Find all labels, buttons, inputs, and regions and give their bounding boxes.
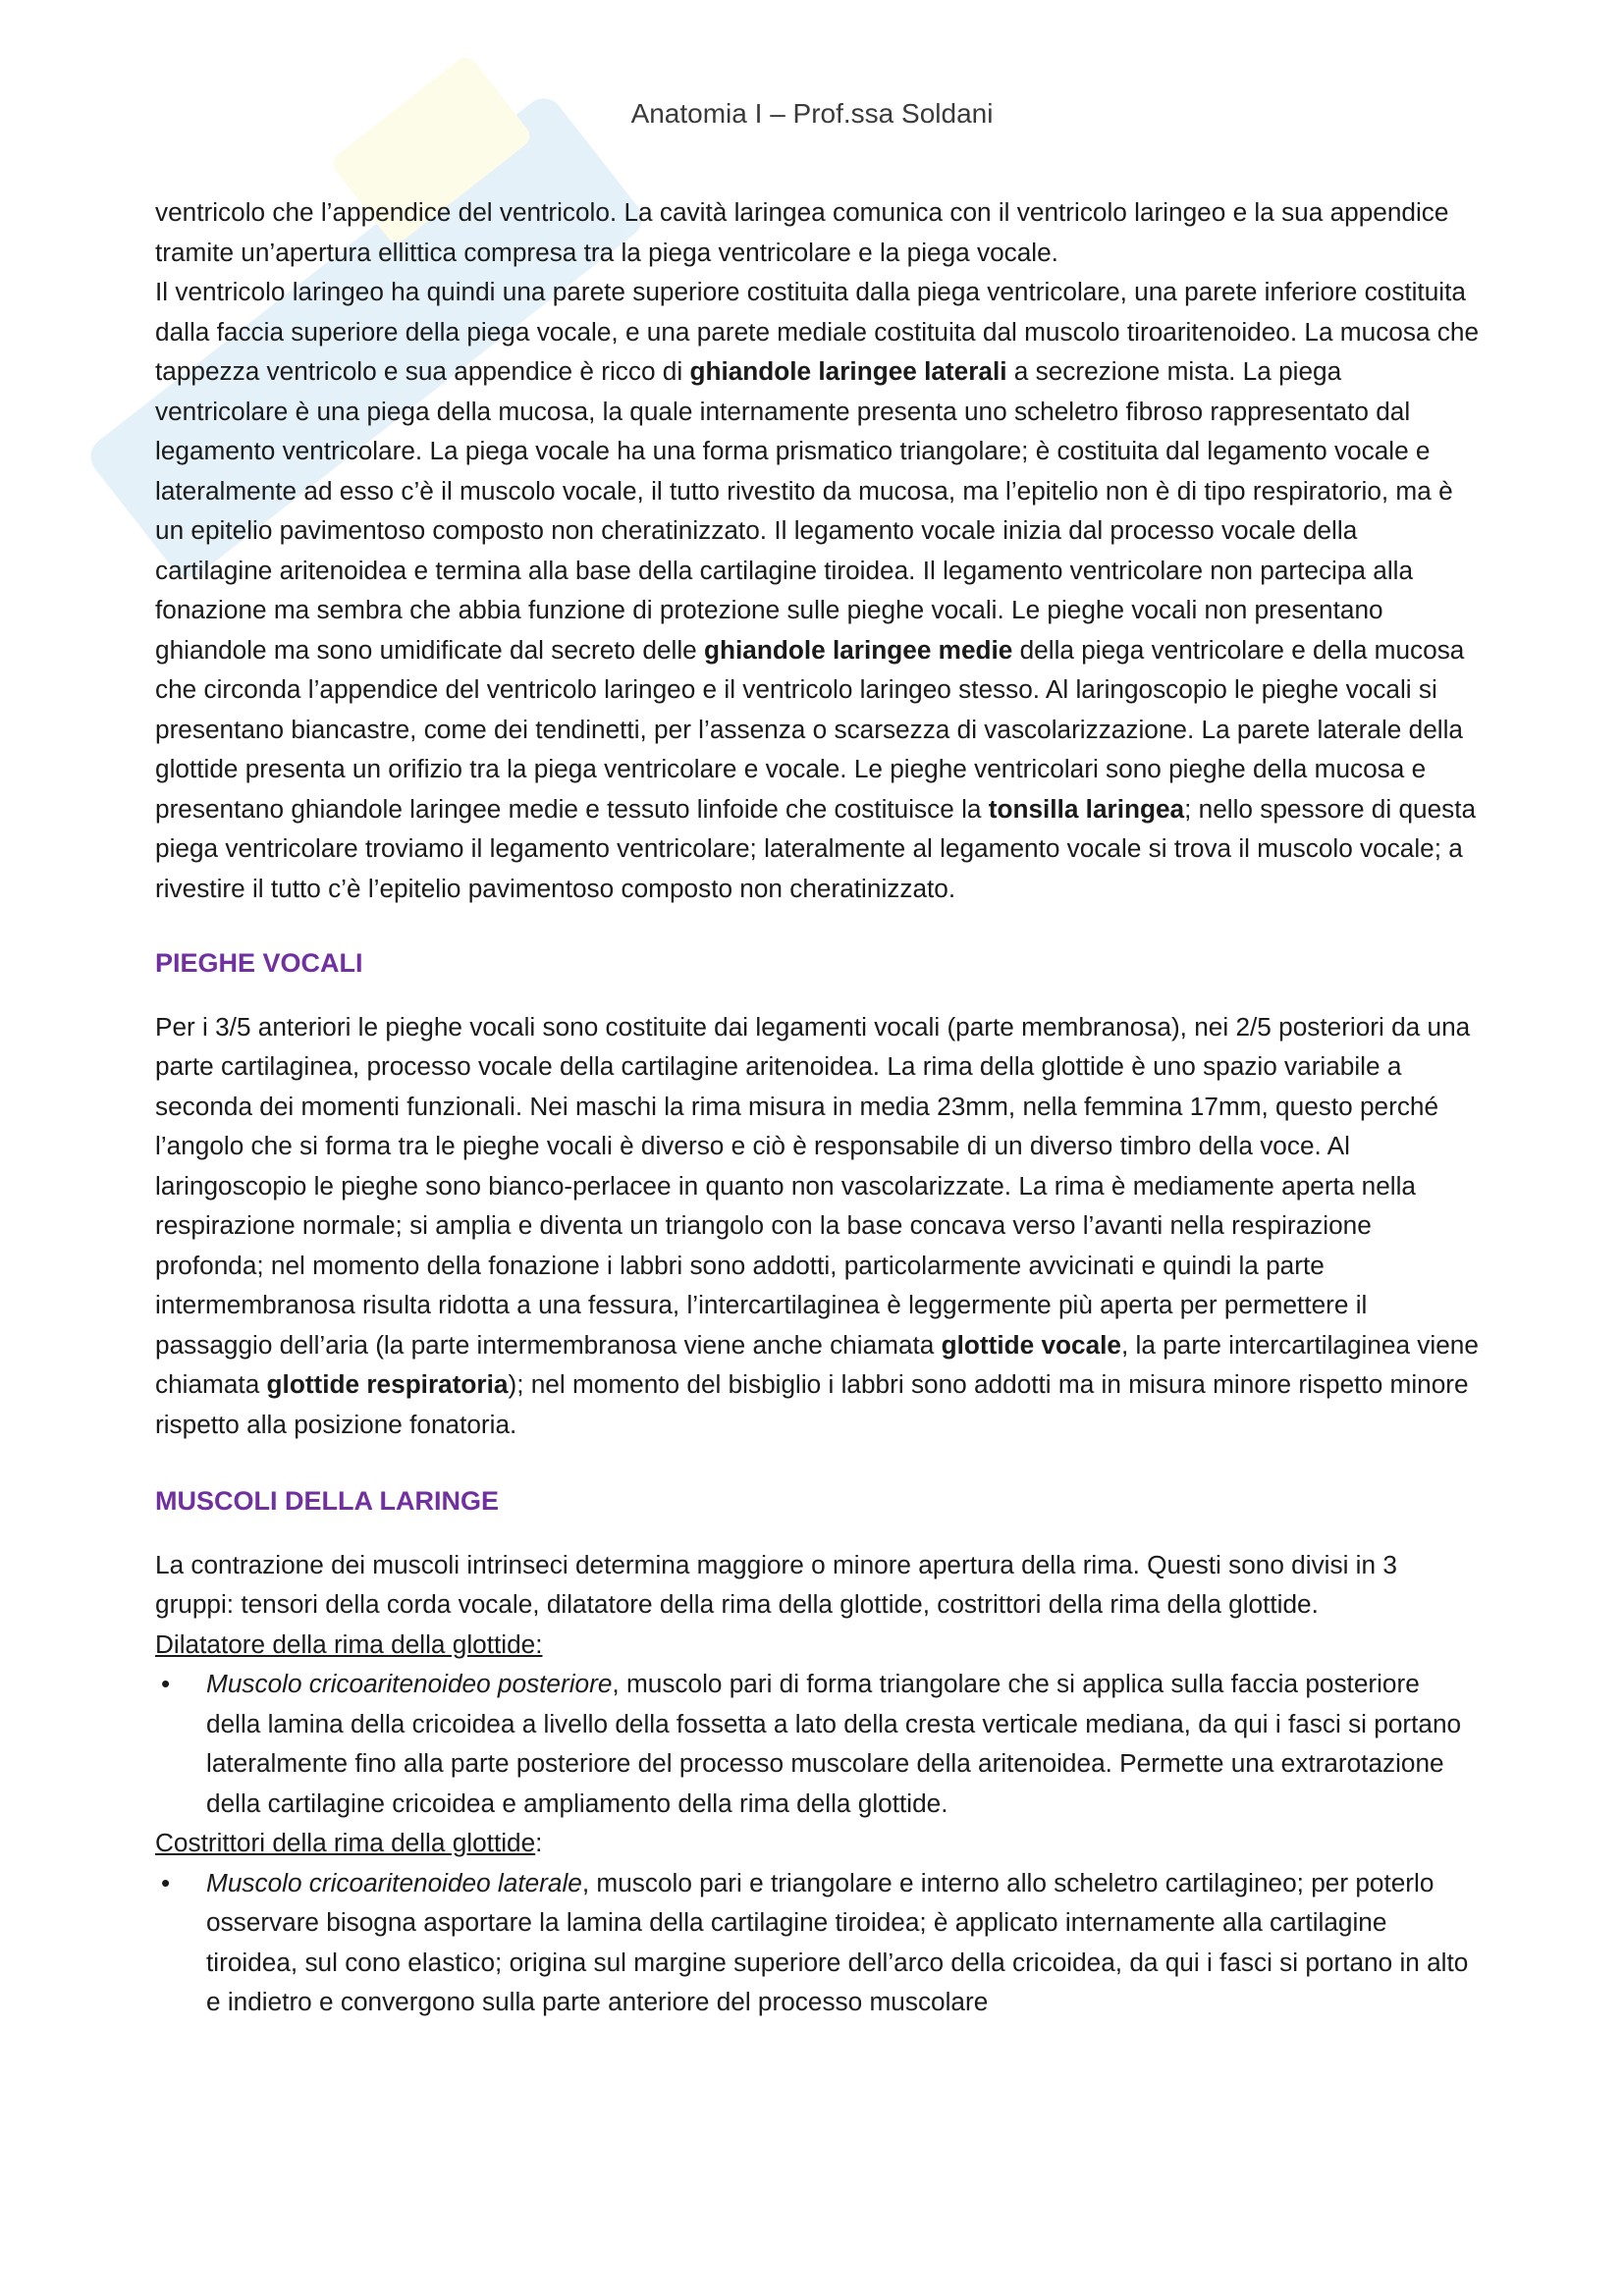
text: ); nel momento del bisbiglio i labbri sono addotti ma in misura minore rispetto minore rispetto alla posizione fonatoria. — [155, 1369, 1469, 1439]
section-heading-muscoli-laringe: MUSCOLI DELLA LARINGE — [155, 1486, 499, 1516]
list-item — [155, 1664, 1481, 1823]
subheading-costrittori — [155, 1823, 1481, 1863]
italic-term: Muscolo cricoaritenoideo posteriore — [206, 1669, 613, 1698]
bold-term: ghiandole laringee medie — [704, 634, 1013, 665]
text: , la parte intercartilaginea viene chiamata — [155, 1329, 1479, 1399]
section-heading-pieghe-vocali: PIEGHE VOCALI — [155, 948, 363, 978]
page-header: Anatomia I – Prof.ssa Soldani — [630, 98, 994, 129]
text: , muscolo pari di forma triangolare che si applica sulla faccia posteriore della lamina della cricoidea a livello della fossetta a lato della cresta verticale mediana, da qui i fasci si portano lateralmente fino alla parte posteriore del processo muscolare della aritenoidea. Permette una extrarotazione della cartilagine cricoidea e ampliamento della rima della glottide. — [206, 1669, 1462, 1818]
text: ; nello spessore di questa piega ventricolare troviamo il legamento ventricolare; lateralmente al legamento vocale si trova il muscolo vocale; a rivestire il tutto c’è l’epitelio pavimentoso composto non cheratinizzato. — [155, 793, 1477, 903]
list-costrittori — [155, 1863, 1481, 2022]
paragraph-muscoli-intro: La contrazione dei muscoli intrinseci determina maggiore o minore apertura della rima. Questi sono divisi in 3 gruppi: tensori della corda vocale, dilatatore della rima della glottide, costrittori della rima della glottide. — [155, 1549, 1397, 1619]
paragraph-pieghe-vocali — [155, 1007, 1481, 1445]
text: : — [535, 1828, 543, 1857]
text: Per i 3/5 anteriori le pieghe vocali sono costituite dai legamenti vocali (parte membranosa), nei 2/5 posteriori da una parte cartilaginea, processo vocale della cartilagine aritenoidea. La rima della glottide è uno spazio variabile a seconda dei momenti funzionali. Nei maschi la rima misura in media 23mm, nella femmina 17mm, questo perché l’angolo che si forma tra le pieghe vocali è diverso e ciò è responsabile di un diverso timbro della voce. Al laringoscopio le pieghe sono bianco-perlacee in quanto non vascolarizzate. La rima è mediamente aperta nella respirazione normale; si amplia e diventa un triangolo con la base concava verso l’avanti nella respirazione profonda; nel momento della fonazione i labbri sono addotti, particolarmente avvicinati e quindi la parte intermembranosa risulta ridotta a una fessura, l’intercartilaginea è leggermente più aperta per permettere il passaggio dell’aria (la parte intermembranosa viene anche chiamata — [155, 1011, 1471, 1360]
bold-term: ghiandole laringee laterali — [689, 356, 1007, 386]
bullet-icon: • — [161, 1669, 171, 1698]
paragraph-ventricolo — [155, 192, 1481, 908]
list-dilatatore — [155, 1664, 1481, 1823]
italic-term: Muscolo cricoaritenoideo laterale — [206, 1867, 582, 1897]
bold-term: glottide respiratoria — [266, 1369, 509, 1399]
text: ventricolo che l’appendice del ventricolo. La cavità laringea comunica con il ventricolo laringeo e la sua appendice tramite un’apertura ellittica compresa tra la piega ventricolare e la piega vocale. — [155, 197, 1449, 267]
text: Il ventricolo laringeo ha quindi una parete superiore costituita dalla piega ventricolare, una parete inferiore costituita dalla faccia superiore della piega vocale, e una parete mediale costituita dal muscolo tiroaritenoideo. La mucosa che tappezza ventricolo e sua appendice è ricco di — [155, 277, 1480, 386]
text: , muscolo pari e triangolare e interno allo scheletro cartilagineo; per poterlo osservare bisogna asportare la lamina della cartilagine tiroidea; è applicato internamente alla cartilagine tiroidea, sul cono elastico; origina sul margine superiore dell’arco della cricoidea, da qui i fasci si portano in alto e indietro e convergono sulla parte anteriore del processo muscolare — [206, 1867, 1469, 2016]
underlined-text: Dilatatore della rima della glottide: — [155, 1629, 543, 1659]
bullet-icon: • — [161, 1867, 171, 1897]
document-body — [155, 192, 1481, 2022]
bold-term: glottide vocale — [941, 1329, 1121, 1360]
text: a secrezione mista. La piega ventricolare è una piega della mucosa, la quale internamente presenta uno scheletro fibroso rappresentato dal legamento ventricolare. La piega vocale ha una forma prismatico triangolare; è costituita dal legamento vocale e lateralmente ad esso c’è il muscolo vocale, il tutto rivestito da mucosa, ma l’epitelio non è di tipo respiratorio, ma è un epitelio pavimentoso composto non cheratinizzato. Il legamento vocale inizia dal processo vocale della cartilagine aritenoidea e termina alla base della cartilagine tiroidea. Il legamento ventricolare non partecipa alla fonazione ma sembra che abbia funzione di protezione sulle pieghe vocali. Le pieghe vocali non presentano ghiandole ma sono umidificate dal secreto delle — [155, 356, 1453, 665]
bold-term: tonsilla laringea — [988, 793, 1185, 824]
underlined-text: Costrittori della rima della glottide — [155, 1828, 536, 1857]
text: della piega ventricolare e della mucosa che circonda l’appendice del ventricolo laringeo e il ventricolo laringeo stesso. Al laringoscopio le pieghe vocali si presentano biancastre, come dei tendinetti, per l’assenza o scarsezza di vascolarizzazione. La parete laterale della glottide presenta un orifizio tra la piega ventricolare e vocale. Le pieghe ventricolari sono pieghe della mucosa e presentano ghiandole laringee medie e tessuto linfoide che costituisce la — [155, 634, 1465, 824]
subheading-dilatatore — [155, 1625, 1481, 1665]
list-item — [155, 1863, 1481, 2022]
